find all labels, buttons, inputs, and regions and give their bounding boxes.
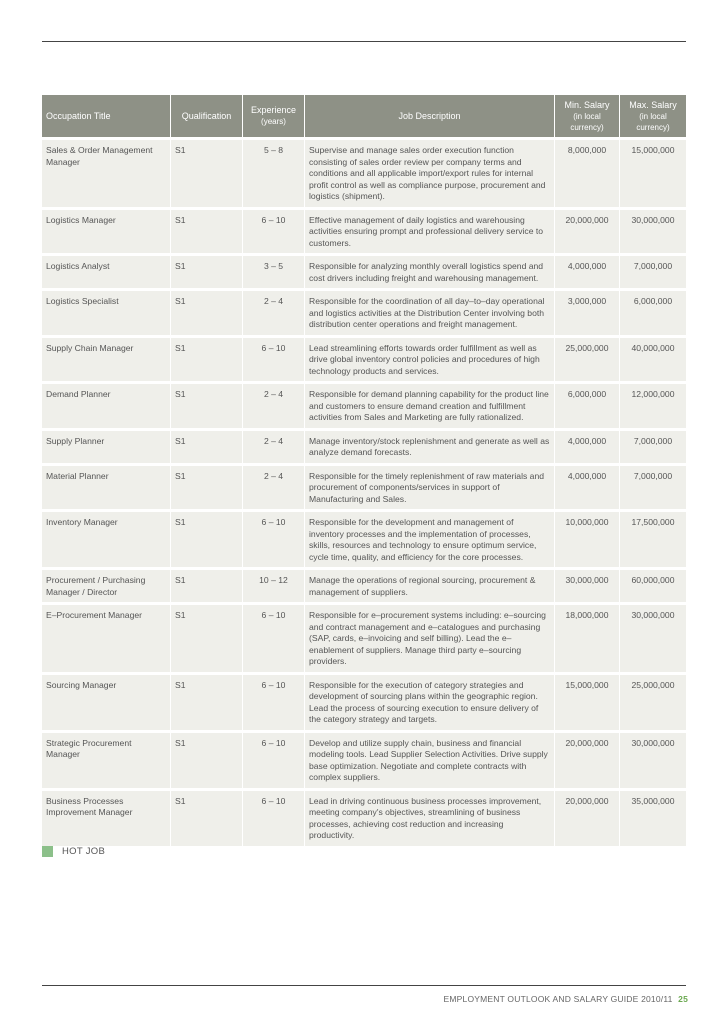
top-rule — [42, 41, 686, 42]
cell-job-description: Responsible for the timely replenishment of raw materials and procurement of components/services in support of Manufacturing and Sales. — [305, 463, 555, 510]
cell-max-salary: 12,000,000 — [620, 381, 686, 428]
hot-job-swatch — [42, 846, 53, 857]
cell-max-salary: 40,000,000 — [620, 335, 686, 382]
cell-qualification: S1 — [171, 207, 243, 254]
cell-job-description: Effective management of daily logistics and warehousing activities ensuring prompt and professional delivery service to customers. — [305, 207, 555, 254]
cell-experience: 2 – 4 — [243, 381, 305, 428]
table-row — [42, 730, 686, 788]
cell-job-description: Responsible for analyzing monthly overall logistics spend and cost drivers including freight and warehousing management. — [305, 253, 555, 288]
cell-experience: 6 – 10 — [243, 602, 305, 672]
header-experience-unit: (years) — [261, 117, 286, 126]
cell-occupation-title: Logistics Specialist — [42, 288, 171, 335]
cell-qualification: S1 — [171, 381, 243, 428]
cell-qualification: S1 — [171, 788, 243, 846]
cell-min-salary: 6,000,000 — [555, 381, 620, 428]
cell-experience: 6 – 10 — [243, 207, 305, 254]
cell-occupation-title: Strategic Procurement Manager — [42, 730, 171, 788]
cell-qualification: S1 — [171, 567, 243, 602]
cell-qualification: S1 — [171, 509, 243, 567]
cell-job-description: Manage the operations of regional sourcing, procurement & management of suppliers. — [305, 567, 555, 602]
cell-job-description: Responsible for the coordination of all day–to–day operational and logistics activities at the Distribution Center involving both distribution center operations and freight management. — [305, 288, 555, 335]
table-row — [42, 428, 686, 463]
table-row — [42, 602, 686, 672]
cell-job-description: Responsible for e–procurement systems including: e–sourcing and contract management and e–catalogues and purchasing (SAP, cards, e–invoicing and self billing). Lead the e–enablement of suppliers. Manage third party e–sourcing providers. — [305, 602, 555, 672]
cell-qualification: S1 — [171, 672, 243, 730]
header-job-description: Job Description — [305, 95, 555, 137]
cell-occupation-title: Inventory Manager — [42, 509, 171, 567]
cell-job-description: Responsible for the development and management of inventory processes and the implementation of processes, skills, resources and technology to ensure optimum service, cycle time, quality, and efficiency for the core processes. — [305, 509, 555, 567]
cell-job-description: Lead in driving continuous business processes improvement, meeting company's objectives, streamlining of business processes, achieving cost reduction and increasing productivity. — [305, 788, 555, 846]
cell-qualification: S1 — [171, 428, 243, 463]
table-row — [42, 381, 686, 428]
cell-min-salary: 4,000,000 — [555, 463, 620, 510]
table-row — [42, 335, 686, 382]
cell-occupation-title: E–Procurement Manager — [42, 602, 171, 672]
cell-min-salary: 8,000,000 — [555, 137, 620, 207]
table-row — [42, 288, 686, 335]
header-occupation-title: Occupation Title — [42, 95, 171, 137]
table-row — [42, 567, 686, 602]
footer-title: EMPLOYMENT OUTLOOK AND SALARY GUIDE 2010/11 — [443, 994, 673, 1004]
cell-max-salary: 17,500,000 — [620, 509, 686, 567]
cell-qualification: S1 — [171, 288, 243, 335]
cell-min-salary: 10,000,000 — [555, 509, 620, 567]
cell-occupation-title: Sales & Order Management Manager — [42, 137, 171, 207]
table-row — [42, 207, 686, 254]
cell-max-salary: 7,000,000 — [620, 253, 686, 288]
cell-experience: 2 – 4 — [243, 428, 305, 463]
cell-max-salary: 30,000,000 — [620, 602, 686, 672]
cell-job-description: Lead streamlining efforts towards order fulfillment as well as drive global inventory control policies and procedures of high technology products and services. — [305, 335, 555, 382]
cell-occupation-title: Business Processes Improvement Manager — [42, 788, 171, 846]
header-experience: Experience (years) — [243, 95, 305, 137]
cell-max-salary: 35,000,000 — [620, 788, 686, 846]
legend — [42, 846, 105, 857]
table-row — [42, 672, 686, 730]
table-row — [42, 137, 686, 207]
page-number: 25 — [678, 994, 688, 1004]
cell-experience: 6 – 10 — [243, 509, 305, 567]
table-row — [42, 463, 686, 510]
cell-experience: 6 – 10 — [243, 730, 305, 788]
cell-qualification: S1 — [171, 137, 243, 207]
table-header-row — [42, 95, 686, 137]
cell-min-salary: 20,000,000 — [555, 788, 620, 846]
cell-max-salary: 6,000,000 — [620, 288, 686, 335]
table-row — [42, 509, 686, 567]
cell-experience: 6 – 10 — [243, 672, 305, 730]
cell-max-salary: 15,000,000 — [620, 137, 686, 207]
header-min-salary: Min. Salary (in local currency) — [555, 95, 620, 137]
cell-job-description: Responsible for demand planning capability for the product line and customers to ensure demand creation and fulfillment activities from Sales and Marketing are fully rationalized. — [305, 381, 555, 428]
cell-max-salary: 60,000,000 — [620, 567, 686, 602]
salary-table — [42, 95, 686, 846]
table-row — [42, 253, 686, 288]
cell-occupation-title: Logistics Manager — [42, 207, 171, 254]
header-qualification: Qualification — [171, 95, 243, 137]
cell-qualification: S1 — [171, 463, 243, 510]
cell-max-salary: 30,000,000 — [620, 207, 686, 254]
cell-experience: 5 – 8 — [243, 137, 305, 207]
cell-job-description: Responsible for the execution of category strategies and development of sourcing plans within the geographic region. Lead the process of sourcing execution to ensure delivery of the category strategy and targets. — [305, 672, 555, 730]
cell-job-description: Manage inventory/stock replenishment and generate as well as analyze demand forecasts. — [305, 428, 555, 463]
cell-experience: 3 – 5 — [243, 253, 305, 288]
header-max-salary: Max. Salary (in local currency) — [620, 95, 686, 137]
page-footer — [444, 994, 688, 1004]
cell-experience: 10 – 12 — [243, 567, 305, 602]
cell-max-salary: 7,000,000 — [620, 463, 686, 510]
cell-min-salary: 20,000,000 — [555, 207, 620, 254]
cell-experience: 6 – 10 — [243, 335, 305, 382]
cell-qualification: S1 — [171, 730, 243, 788]
hot-job-label: HOT JOB — [62, 846, 106, 857]
cell-max-salary: 7,000,000 — [620, 428, 686, 463]
cell-experience: 2 – 4 — [243, 463, 305, 510]
cell-occupation-title: Supply Planner — [42, 428, 171, 463]
table-row — [42, 788, 686, 846]
cell-occupation-title: Demand Planner — [42, 381, 171, 428]
cell-qualification: S1 — [171, 602, 243, 672]
cell-occupation-title: Material Planner — [42, 463, 171, 510]
cell-qualification: S1 — [171, 253, 243, 288]
cell-min-salary: 25,000,000 — [555, 335, 620, 382]
cell-min-salary: 15,000,000 — [555, 672, 620, 730]
cell-occupation-title: Procurement / Purchasing Manager / Director — [42, 567, 171, 602]
cell-job-description: Develop and utilize supply chain, business and financial modeling tools. Lead Supplier Selection Activities. Drive supply base optimization. Negotiate and complete contracts with complex suppliers. — [305, 730, 555, 788]
cell-max-salary: 25,000,000 — [620, 672, 686, 730]
cell-occupation-title: Sourcing Manager — [42, 672, 171, 730]
cell-qualification: S1 — [171, 335, 243, 382]
cell-occupation-title: Supply Chain Manager — [42, 335, 171, 382]
cell-min-salary: 3,000,000 — [555, 288, 620, 335]
cell-experience: 2 – 4 — [243, 288, 305, 335]
cell-min-salary: 30,000,000 — [555, 567, 620, 602]
bottom-rule — [42, 985, 686, 986]
cell-max-salary: 30,000,000 — [620, 730, 686, 788]
cell-min-salary: 20,000,000 — [555, 730, 620, 788]
cell-min-salary: 18,000,000 — [555, 602, 620, 672]
cell-occupation-title: Logistics Analyst — [42, 253, 171, 288]
cell-job-description: Supervise and manage sales order execution function consisting of sales order review per company terms and conditions and all applicable import/export rules for internal profit control as well as compliance purpose, procurement and logistics (shipment). — [305, 137, 555, 207]
cell-experience: 6 – 10 — [243, 788, 305, 846]
cell-min-salary: 4,000,000 — [555, 253, 620, 288]
cell-min-salary: 4,000,000 — [555, 428, 620, 463]
